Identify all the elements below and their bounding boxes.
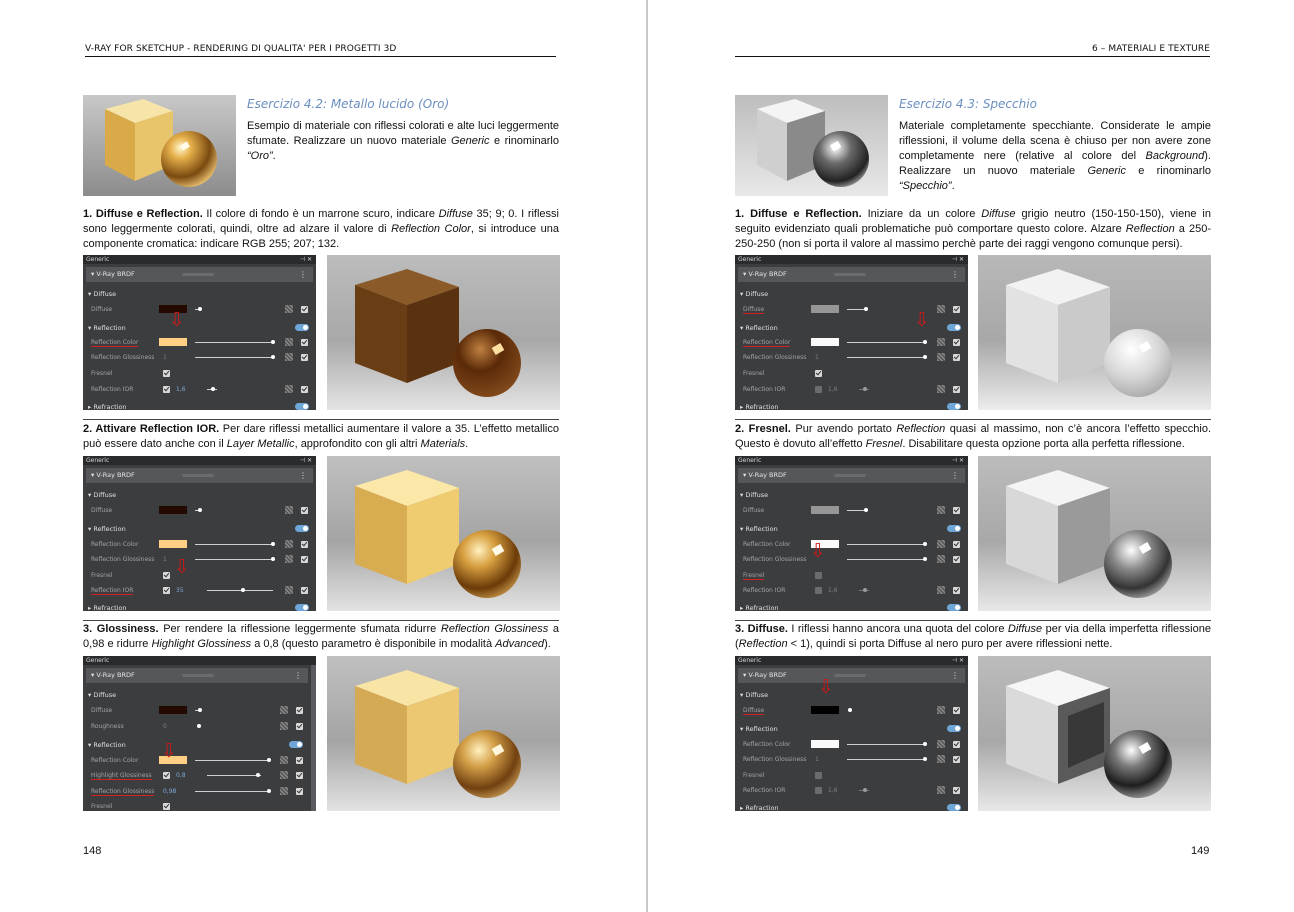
- material-panel-step1[interactable]: Generic ⊣ ✕ ▾ V-Ray BRDF ⋮ ▾ Diffuse Diffuse ▾ Reflection Reflection Color ⇩ Reflection Glossiness 1 Fresnel Reflection IOR 1,6 ▸ Refraction: [83, 255, 316, 410]
- red-arrow-icon: ⇩: [169, 309, 185, 331]
- render-step1: [327, 255, 560, 410]
- step-1-text: 1. Diffuse e Reflection. Il colore di fondo è un marrone scuro, indicare Diffuse 35; 9; 0. I riflessi sono leggermente colorati, quindi, oltre ad alzare il valore di Reflection Color, si introduce una componente cromatica: indicare RGB 255; 207; 132.: [83, 208, 559, 250]
- running-head: V-RAY FOR SKETCHUP - RENDERING DI QUALITA' PER I PROGETTI 3D: [85, 44, 556, 57]
- material-panel-step2[interactable]: Generic ⊣ ✕ ▾ V-Ray BRDF ⋮ ▾ Diffuse Diffuse ▾ Reflection Reflection Color Reflection Glossiness 1 Fresnel ⇩ Reflection IOR 35 ▸ Refraction: [83, 456, 316, 611]
- gold-intro-render: [83, 95, 236, 196]
- step-3-text: 3. Diffuse. I riflessi hanno ancora una quota del colore Diffuse per via della imperfetta riflessione (Reflection < 1), quindi si porta Diffuse al nero puro per avere riflessioni nette.: [735, 623, 1211, 650]
- red-arrow-icon: ⇩: [818, 676, 834, 698]
- red-arrow-icon: ⇩: [161, 740, 177, 762]
- mirror-intro-render: [735, 95, 888, 196]
- step-3-text: 3. Glossiness. Per rendere la riflessione leggermente sfumata ridurre Reflection Glossiness a 0,98 e ridurre Highlight Glossiness a 0,8 (questo parametro è disponibile in modalità Advanced).: [83, 623, 559, 650]
- render-step3: [327, 656, 560, 811]
- material-panel-step1[interactable]: Generic ⊣ ✕ ▾ V-Ray BRDF ⋮ ▾ Diffuse Diffuse ▾ Reflection Reflection Color ⇩ Reflection Glossiness 1 Fresnel Reflection IOR 1,6 ▸ Refraction: [735, 255, 968, 410]
- material-panel-step3[interactable]: Generic ▾ V-Ray BRDF ⋮ ▾ Diffuse Diffuse Roughness 0 ▾ Reflection Reflection Color ⇩ Highlight Glossiness 0,8 Reflection Glossiness 0,98 Fresnel: [83, 656, 316, 811]
- exercise-description: Materiale completamente specchiante. Considerate le ampie riflessioni, il volume della scena è chiuso per non avere zone completamente nere (relative al colore del Background). Realizzare un nuovo materiale Generic e rinominarlo “Specchio”.: [899, 120, 1212, 192]
- step-2-text: 2. Attivare Reflection IOR. Per dare riflessi metallici aumentare il valore a 35. L’effetto metallico può essere dato anche con il Layer Metallic, approfondito con gli altri Materials.: [83, 423, 559, 450]
- reflection-toggle[interactable]: [295, 324, 309, 331]
- reflection-color-swatch[interactable]: [159, 338, 187, 346]
- render-step3: [978, 656, 1211, 811]
- exercise-title: Esercizio 4.3: Specchio: [899, 97, 1037, 111]
- right-page: [648, 0, 1294, 912]
- exercise-description: Esempio di materiale con riflessi colorati e alte luci leggermente sfumate. Realizzare un nuovo materiale Generic e rinominarlo “Oro”.: [247, 120, 559, 162]
- step-2-text: 2. Fresnel. Pur avendo portato Reflection quasi al massimo, non c’è ancora l’effetto specchio. Questo è dovuto all’effetto Fresnel. Disabilitare questa opzione porta alla perfetta riflessione.: [735, 423, 1211, 450]
- red-arrow-icon: ⇩: [174, 556, 190, 578]
- step-1-text: 1. Diffuse e Reflection. Iniziare da un colore Diffuse grigio neutro (150-150-150), viene in seguito evidenziato quali problematiche può comportare questo colore. Alzare Reflection a 250-250-250 (non si porta il valore al massimo perchè parte dei raggi vengono comunque persi).: [735, 208, 1211, 250]
- render-step1: [978, 255, 1211, 410]
- render-step2: [327, 456, 560, 611]
- material-panel-step3[interactable]: Generic ⊣ ✕ ▾ V-Ray BRDF ⋮ ▾ Diffuse Diffuse ⇩ ▾ Reflection Reflection Color Reflection Glossiness 1 Fresnel Reflection IOR 1,6 ▸ Refraction: [735, 656, 968, 811]
- page-number: 149: [1191, 845, 1210, 857]
- red-arrow-icon: ⇩: [914, 309, 930, 331]
- red-arrow-icon: ⇩: [810, 540, 826, 562]
- render-step2: [978, 456, 1211, 611]
- page-number: 148: [83, 845, 102, 857]
- running-head: 6 – MATERIALI E TEXTURE: [735, 44, 1210, 57]
- material-panel-step2[interactable]: Generic ⊣ ✕ ▾ V-Ray BRDF ⋮ ▾ Diffuse Diffuse ▾ Reflection Reflection Color Reflection Glossiness ⇩ Fresnel Reflection IOR 1,6 ▸ Refraction: [735, 456, 968, 611]
- exercise-title: Esercizio 4.2: Metallo lucido (Oro): [247, 97, 450, 111]
- left-page: [0, 0, 646, 912]
- brdf-header[interactable]: ▾ V-Ray BRDF ⋮: [86, 267, 313, 282]
